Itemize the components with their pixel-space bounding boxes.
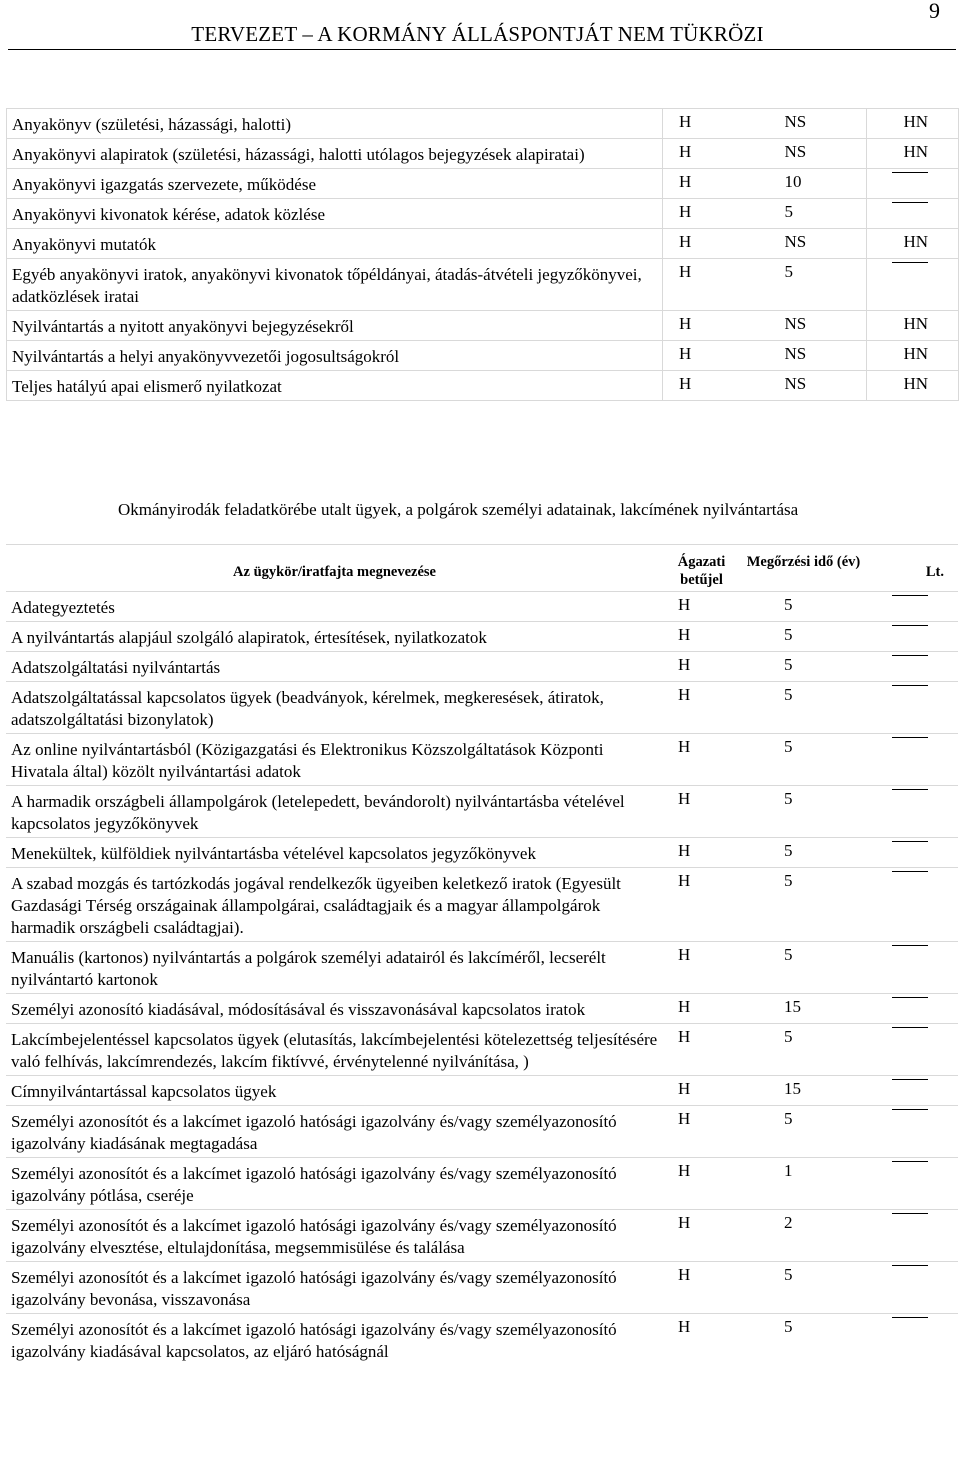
record-code: H [662,1106,740,1158]
record-name: Adatszolgáltatással kapcsolatos ügyek (beadványok, kérelmek, megkeresések, átiratok, adatszolgáltatási bizonylatok) [6,682,662,734]
table-row [6,942,958,994]
record-code: H [662,1158,740,1210]
archive-marker-dash [892,1161,928,1184]
retention-period: 5 [740,682,866,734]
archive-marker [866,622,958,652]
table-row [7,109,959,139]
table-row [7,169,959,199]
record-name: Lakcímbejelentéssel kapcsolatos ügyek (elutasítás, lakcímbejelentési kötelezettség teljesítésére való felhívás, lakcímrendezés, lakcím fiktívvé, érvénytelenné nyilvánítása, ) [6,1024,662,1076]
retention-period: 5 [740,868,866,942]
table-row [7,199,959,229]
record-code: H [662,1076,740,1106]
header-name: Az ügykör/iratfajta megnevezése [6,545,662,592]
archive-marker [867,169,959,199]
archive-marker-dash [892,789,928,812]
archive-marker-dash [892,841,928,864]
retention-period: 5 [740,786,866,838]
record-code: H [663,199,741,229]
retention-period: NS [741,341,867,371]
record-name: Az online nyilvántartásból (Közigazgatási és Elektronikus Közszolgáltatások Központi Hivatala által) közölt nyilvántartási adatok [6,734,662,786]
record-name: Anyakönyvi kivonatok kérése, adatok közlése [7,199,663,229]
header-rule [8,49,956,50]
table-header-row [6,545,958,592]
record-name: Egyéb anyakönyvi iratok, anyakönyvi kivonatok tőpéldányai, átadás-átvételi jegyzőkönyvei, adatközlések iratai [7,259,663,311]
retention-period: 15 [740,994,866,1024]
running-header: TERVEZET – A KORMÁNY ÁLLÁSPONTJÁT NEM TÜKRÖZI [191,22,764,46]
retention-period: 5 [740,1262,866,1314]
record-name: Menekültek, külföldiek nyilvántartásba vételével kapcsolatos jegyzőkönyvek [6,838,662,868]
record-name: Személyi azonosító kiadásával, módosításával és visszavonásával kapcsolatos iratok [6,994,662,1024]
record-code: H [662,652,740,682]
header-period: Megőrzési idő (év) [740,545,866,592]
retention-period: NS [741,139,867,169]
archive-marker: HN [867,311,959,341]
archive-marker-dash [892,202,928,225]
record-code: H [662,838,740,868]
archive-marker [866,868,958,942]
table-row [6,994,958,1024]
header-lt: Lt. [866,545,958,592]
record-code: H [662,1210,740,1262]
record-code: H [662,1262,740,1314]
record-name: Nyilvántartás a helyi anyakönyvvezetői jogosultságokról [7,341,663,371]
archive-marker-dash [892,262,928,285]
record-code: H [663,109,741,139]
retention-period: 5 [741,199,867,229]
archive-marker-dash [892,1265,928,1288]
table-row [6,1314,958,1366]
archive-marker [866,1106,958,1158]
table-row [6,1106,958,1158]
record-code: H [662,786,740,838]
archive-marker-dash [892,1109,928,1132]
retention-period: 2 [740,1210,866,1262]
archive-marker-dash [892,172,928,195]
archive-marker [866,1314,958,1366]
archive-marker [867,259,959,311]
record-code: H [662,868,740,942]
archive-marker [866,786,958,838]
archive-marker [866,994,958,1024]
table-row [6,592,958,622]
archive-marker [866,942,958,994]
table-row [6,1076,958,1106]
archive-marker [866,682,958,734]
archive-marker [866,1210,958,1262]
record-code: H [663,341,741,371]
record-name: Nyilvántartás a nyitott anyakönyvi bejegyzésekről [7,311,663,341]
table-row [7,229,959,259]
record-name: Személyi azonosítót és a lakcímet igazoló hatósági igazolvány és/vagy személyazonosító igazolvány kiadásának megtagadása [6,1106,662,1158]
section-title: Okmányirodák feladatkörébe utalt ügyek, a polgárok személyi adatainak, lakcímének nyilvántartása [118,500,799,519]
archive-marker-dash [892,1079,928,1102]
archive-marker-dash [892,997,928,1020]
retention-period: NS [741,311,867,341]
retention-period: 5 [740,592,866,622]
record-code: H [662,734,740,786]
archive-marker-dash [892,871,928,894]
record-name: Személyi azonosítót és a lakcímet igazoló hatósági igazolvány és/vagy személyazonosító igazolvány bevonása, visszavonása [6,1262,662,1314]
table-row [7,371,959,401]
record-name: A harmadik országbeli állampolgárok (letelepedett, bevándorolt) nyilvántartásba vételével kapcsolatos jegyzőkönyvek [6,786,662,838]
archive-marker [867,199,959,229]
record-name: Személyi azonosítót és a lakcímet igazoló hatósági igazolvány és/vagy személyazonosító igazolvány pótlása, cseréje [6,1158,662,1210]
record-code: H [663,371,741,401]
archive-marker [866,1024,958,1076]
archive-marker [866,734,958,786]
record-name: Adatszolgáltatási nyilvántartás [6,652,662,682]
archive-marker [866,652,958,682]
page-number: 9 [929,0,940,23]
record-name: Anyakönyvi igazgatás szervezete, működése [7,169,663,199]
archive-marker: HN [867,139,959,169]
archive-marker [866,1262,958,1314]
retention-table-document-offices [6,544,958,1365]
table-row [6,1262,958,1314]
record-code: H [662,1024,740,1076]
archive-marker [866,592,958,622]
record-code: H [663,169,741,199]
retention-period: NS [741,229,867,259]
record-name: Teljes hatályú apai elismerő nyilatkozat [7,371,663,401]
record-code: H [663,311,741,341]
retention-period: 15 [740,1076,866,1106]
archive-marker [866,1076,958,1106]
header-code: Ágazati betűjel [662,545,740,592]
retention-period: 5 [740,734,866,786]
record-name: Címnyilvántartással kapcsolatos ügyek [6,1076,662,1106]
archive-marker-dash [892,595,928,618]
archive-marker-dash [892,685,928,708]
retention-period: 5 [740,1106,866,1158]
table-row [6,622,958,652]
table-row [7,311,959,341]
record-name: Adategyeztetés [6,592,662,622]
table-row [6,734,958,786]
retention-period: 5 [740,1024,866,1076]
table-row [7,139,959,169]
record-code: H [663,229,741,259]
retention-period: 1 [740,1158,866,1210]
retention-table-registry [6,108,959,401]
table-row [6,652,958,682]
retention-period: 5 [740,1314,866,1366]
archive-marker-dash [892,655,928,678]
archive-marker-dash [892,1027,928,1050]
record-code: H [662,682,740,734]
record-name: Anyakönyv (születési, házassági, halotti) [7,109,663,139]
record-code: H [662,942,740,994]
retention-period: 5 [740,622,866,652]
archive-marker: HN [867,371,959,401]
retention-period: NS [741,109,867,139]
archive-marker-dash [892,1213,928,1236]
retention-period: 5 [741,259,867,311]
record-name: Manuális (kartonos) nyilvántartás a polgárok személyi adatairól és lakcíméről, lecserélt nyilvántartó kartonok [6,942,662,994]
record-name: Anyakönyvi alapiratok (születési, házassági, halotti utólagos bejegyzések alapiratai) [7,139,663,169]
table-row [6,868,958,942]
archive-marker: HN [867,229,959,259]
archive-marker: HN [867,109,959,139]
table-row [6,1158,958,1210]
record-name: A nyilvántartás alapjául szolgáló alapiratok, értesítések, nyilatkozatok [6,622,662,652]
archive-marker-dash [892,1317,928,1340]
record-name: Személyi azonosítót és a lakcímet igazoló hatósági igazolvány és/vagy személyazonosító igazolvány kiadásával kapcsolatos, az eljáró hatóságnál [6,1314,662,1366]
table-row [7,259,959,311]
archive-marker: HN [867,341,959,371]
retention-period: 5 [740,652,866,682]
record-code: H [662,994,740,1024]
record-name: Anyakönyvi mutatók [7,229,663,259]
table-row [6,1024,958,1076]
retention-period: 5 [740,942,866,994]
record-code: H [662,1314,740,1366]
archive-marker-dash [892,945,928,968]
table-row [6,1210,958,1262]
record-code: H [662,592,740,622]
archive-marker [866,838,958,868]
archive-marker-dash [892,737,928,760]
record-name: A szabad mozgás és tartózkodás jogával rendelkezők ügyeiben keletkező iratok (Egyesült Gazdasági Térség országainak állampolgárai, családtagjaik és a magyar állampolgárok harmadik országbeli családtagjai). [6,868,662,942]
record-code: H [662,622,740,652]
archive-marker [866,1158,958,1210]
record-code: H [663,259,741,311]
archive-marker-dash [892,625,928,648]
table-row [6,682,958,734]
record-name: Személyi azonosítót és a lakcímet igazoló hatósági igazolvány és/vagy személyazonosító igazolvány elvesztése, eltulajdonítása, megsemmisülése és találása [6,1210,662,1262]
retention-period: 5 [740,838,866,868]
retention-period: NS [741,371,867,401]
table-row [7,341,959,371]
retention-period: 10 [741,169,867,199]
table-row [6,838,958,868]
record-code: H [663,139,741,169]
table-row [6,786,958,838]
